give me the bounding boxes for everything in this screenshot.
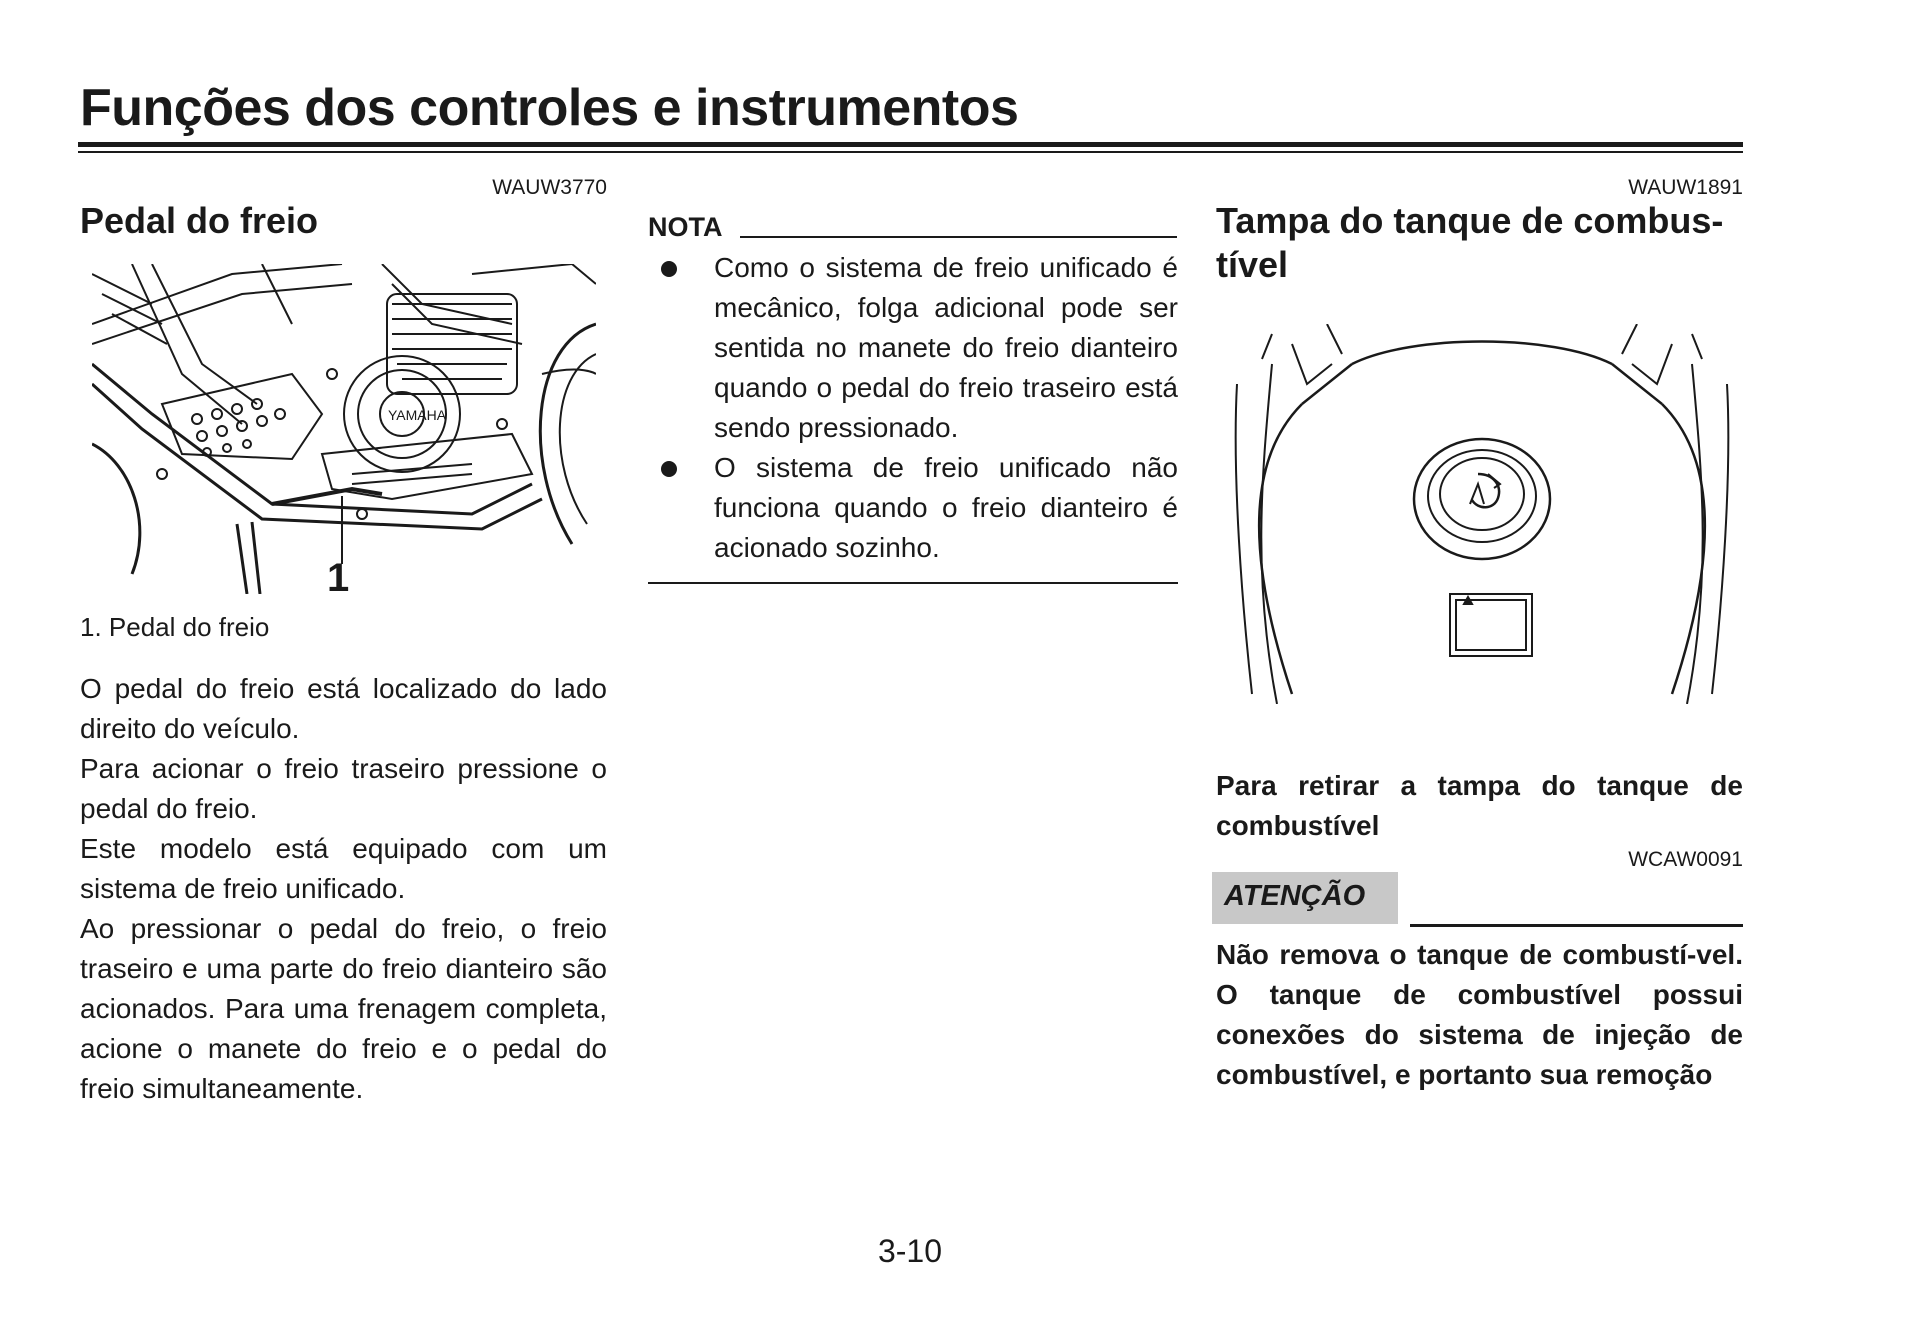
note-item-text: Como o sistema de freio unificado é mecânico, folga adicional pode ser sentida no manete do freio dianteiro quando o pedal do freio traseiro está sendo pressionado. xyxy=(714,252,1178,443)
section-heading-fuel-cap xyxy=(1216,200,1723,286)
figure-caption: 1. Pedal do freio xyxy=(80,612,270,642)
section-code-right: WAUW1891 xyxy=(1628,176,1743,199)
paragraph: O pedal do freio está localizado do lado direito do veículo. xyxy=(80,673,607,744)
page-number: 3-10 xyxy=(877,1233,943,1269)
note-list xyxy=(648,248,1178,568)
figure-callout-1: 1 xyxy=(327,556,350,600)
warning-rule xyxy=(1410,924,1743,927)
paragraph: Ao pressionar o pedal do freio, o freio traseiro e uma parte do freio dianteiro são acionados. Para uma frenagem completa, acione o manete do freio e o pedal do freio simultaneamente. xyxy=(80,913,607,1104)
warning-label-box xyxy=(1212,872,1398,924)
left-body xyxy=(80,669,607,1109)
warning-label: ATENÇÃO xyxy=(1224,880,1366,912)
note-label: NOTA xyxy=(648,212,723,242)
warning-text: Não remova o tanque de combustí-vel. O tanque de combustível possui conexões do sistema de injeção de combustível, e portanto sua remoção xyxy=(1216,939,1743,1090)
brake-pedal-figure xyxy=(92,264,596,594)
section-code-left: WAUW3770 xyxy=(492,176,607,199)
bullet-icon xyxy=(661,261,677,277)
paragraph: Para acionar o freio traseiro pressione o pedal do freio. xyxy=(80,753,607,824)
page-title: Funções dos controles e instrumentos xyxy=(80,79,1019,137)
fuel-tank-figure xyxy=(1232,324,1732,704)
section-heading-brake-pedal: Pedal do freio xyxy=(80,200,319,241)
note-item-text: O sistema de freio unificado não funciona quando o freio dianteiro é acionado sozinho. xyxy=(714,452,1178,563)
heading-line: tível xyxy=(1216,244,1289,285)
bullet-icon xyxy=(661,461,677,477)
subheading-remove-cap: Para retirar a tampa do tanque de combustível xyxy=(1216,770,1743,841)
warning-code: WCAW0091 xyxy=(1628,848,1743,871)
note-item xyxy=(648,248,1178,448)
note-bottom-rule xyxy=(648,582,1178,584)
heading-line: Tampa do tanque de combus- xyxy=(1216,200,1724,241)
title-rule-thick xyxy=(78,142,1743,147)
note-item xyxy=(648,448,1178,568)
title-rule-thin xyxy=(78,151,1743,153)
paragraph: Este modelo está equipado com um sistema de freio unificado. xyxy=(80,833,607,904)
note-top-rule xyxy=(740,236,1177,238)
svg-text:YAMAHA: YAMAHA xyxy=(388,407,447,423)
